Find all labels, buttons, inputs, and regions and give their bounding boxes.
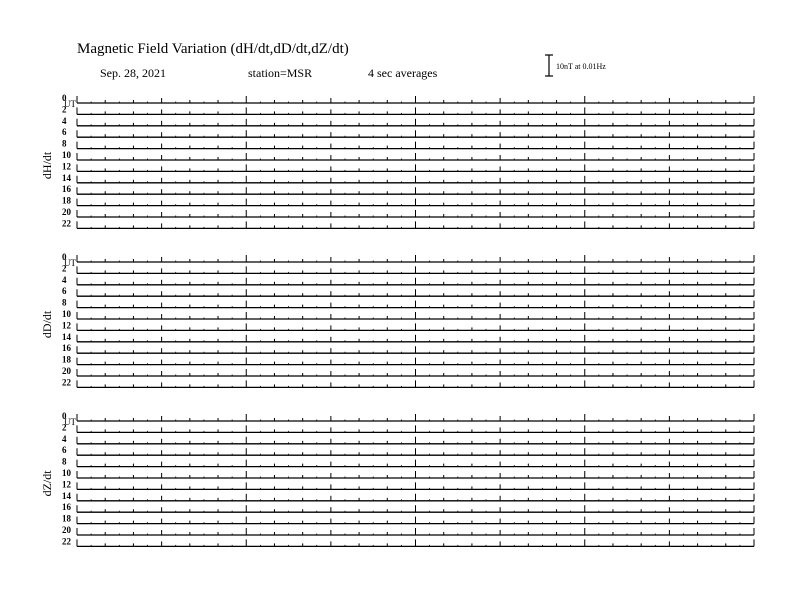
hour-label: 4 [62, 115, 67, 126]
hour-label: 16 [62, 502, 71, 513]
hour-label: 22 [62, 536, 71, 547]
hour-label: 10 [62, 150, 71, 160]
hour-label: 20 [62, 525, 71, 535]
hour-label: 6 [62, 127, 67, 138]
panel-label: dD/dt [40, 310, 54, 339]
hour-label: 10 [62, 309, 71, 319]
hour-label: 8 [62, 456, 67, 467]
hour-label: 18 [62, 354, 71, 365]
hour-label: 2 [62, 263, 67, 274]
hour-label: 12 [62, 320, 71, 331]
hour-label: 14 [62, 331, 71, 342]
hour-label: 18 [62, 195, 71, 206]
hour-label: 20 [62, 207, 71, 217]
hour-label: 8 [62, 138, 67, 149]
ut-axis-label: UT [64, 417, 76, 427]
panel-label: dH/dt [40, 151, 54, 180]
hour-label: 16 [62, 184, 71, 195]
hour-label: 2 [62, 422, 67, 433]
hour-label: 0 [62, 411, 67, 421]
date-label: Sep. 28, 2021 [100, 66, 166, 80]
hour-label: 8 [62, 297, 67, 308]
hour-label: 22 [62, 218, 71, 229]
hour-label: 6 [62, 445, 67, 456]
chart-title: Magnetic Field Variation (dH/dt,dD/dt,dZ/dt) [77, 41, 349, 57]
hour-label: 6 [62, 286, 67, 297]
hour-label: 4 [62, 274, 67, 285]
panels-group [40, 93, 754, 546]
hour-label: 14 [62, 490, 71, 501]
hour-label: 14 [62, 172, 71, 183]
scale-label: 10nT at 0.01Hz [556, 62, 606, 71]
hour-label: 0 [62, 93, 67, 103]
hour-label: 16 [62, 343, 71, 354]
ut-axis-label: UT [64, 258, 76, 268]
scale-bar [545, 55, 553, 76]
station-label: station=MSR [248, 66, 313, 80]
ut-axis-label: UT [64, 99, 76, 109]
hour-label: 12 [62, 479, 71, 490]
hour-label: 2 [62, 104, 67, 115]
panel-label: dZ/dt [40, 470, 54, 497]
hour-label: 18 [62, 513, 71, 524]
hour-label: 0 [62, 252, 67, 262]
hour-label: 12 [62, 161, 71, 172]
averaging-label: 4 sec averages [368, 66, 438, 80]
hour-label: 20 [62, 366, 71, 376]
hour-label: 22 [62, 377, 71, 388]
hour-label: 10 [62, 468, 71, 478]
hour-label: 4 [62, 433, 67, 444]
